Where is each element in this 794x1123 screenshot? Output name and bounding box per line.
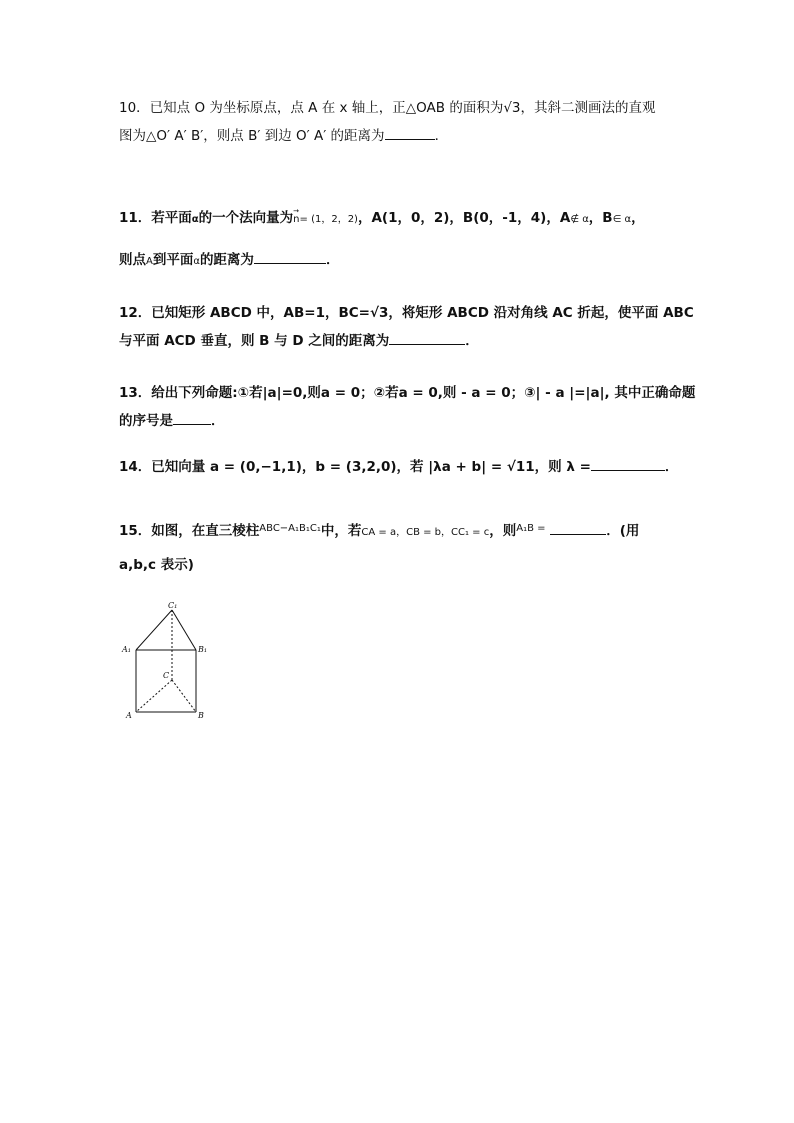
answer-blank xyxy=(254,251,326,264)
label-a: A xyxy=(126,711,132,720)
question-15 xyxy=(119,513,689,581)
edge-c1-a1 xyxy=(136,610,172,650)
label-b1: B₁ xyxy=(198,645,208,654)
answer-blank xyxy=(550,522,606,535)
question-13 xyxy=(119,379,696,435)
q15-line1: 15．如图，在直三棱柱$^{ABC-A_1B_1C_1}$中，若CA = a，CB = b，CC₁ = c，则$^{A_1B =}$ ．(用 xyxy=(119,523,640,539)
q13-line1: 13．给出下列命题:①若|a|=0,则a = 0；②若a = 0,则 - a = 0；③| - a |=|a|, 其中正确命题 xyxy=(119,385,696,401)
label-b: B xyxy=(198,711,204,720)
edge-c-b xyxy=(172,680,196,712)
q10-line1: 10．已知点 O 为坐标原点，点 A 在 x 轴上，正△OAB 的面积为√3，其斜二测画法的直观 xyxy=(119,100,656,116)
answer-blank xyxy=(389,332,465,345)
answer-blank xyxy=(385,127,435,140)
question-14 xyxy=(119,453,689,481)
q14-line: 14．已知向量 a = (0,−1,1)，b = (3,2,0)，若 |λa + b| = √11，则 λ = ． xyxy=(119,459,679,475)
q13-line2: 的序号是 ． xyxy=(119,413,225,429)
q12-line2: 与平面 ACD 垂直，则 B 与 D 之间的距离为 ． xyxy=(119,333,479,349)
label-c: C xyxy=(163,671,170,680)
prism-figure xyxy=(120,600,216,724)
q12-line1: 12．已知矩形 ABCD 中，AB=1，BC=√3，将矩形 ABCD 沿对角线 AC 折起，使平面 ABC xyxy=(119,305,694,321)
q15-line2: a,b,c 表示) xyxy=(119,557,194,573)
answer-blank xyxy=(591,458,665,471)
question-10 xyxy=(119,94,689,150)
answer-blank xyxy=(173,412,211,425)
q11-line1: 11．若平面α的一个法向量为→ n= (1，2，2)，A(1，0，2)，B(0，-1，4)，A∉ α，B∈ α， xyxy=(119,203,689,235)
q10-line2: 图为△O′ A′ B′，则点 B′ 到边 O′ A′ 的距离为 ． xyxy=(119,128,449,144)
label-a1: A₁ xyxy=(122,645,131,654)
question-11 xyxy=(119,203,689,277)
edge-c-a xyxy=(136,680,172,712)
q11-line2: 则点A到平面α的距离为 ． xyxy=(119,252,340,268)
edge-c1-b1 xyxy=(172,610,196,650)
label-c1: C₁ xyxy=(168,601,178,610)
question-12 xyxy=(119,299,694,355)
